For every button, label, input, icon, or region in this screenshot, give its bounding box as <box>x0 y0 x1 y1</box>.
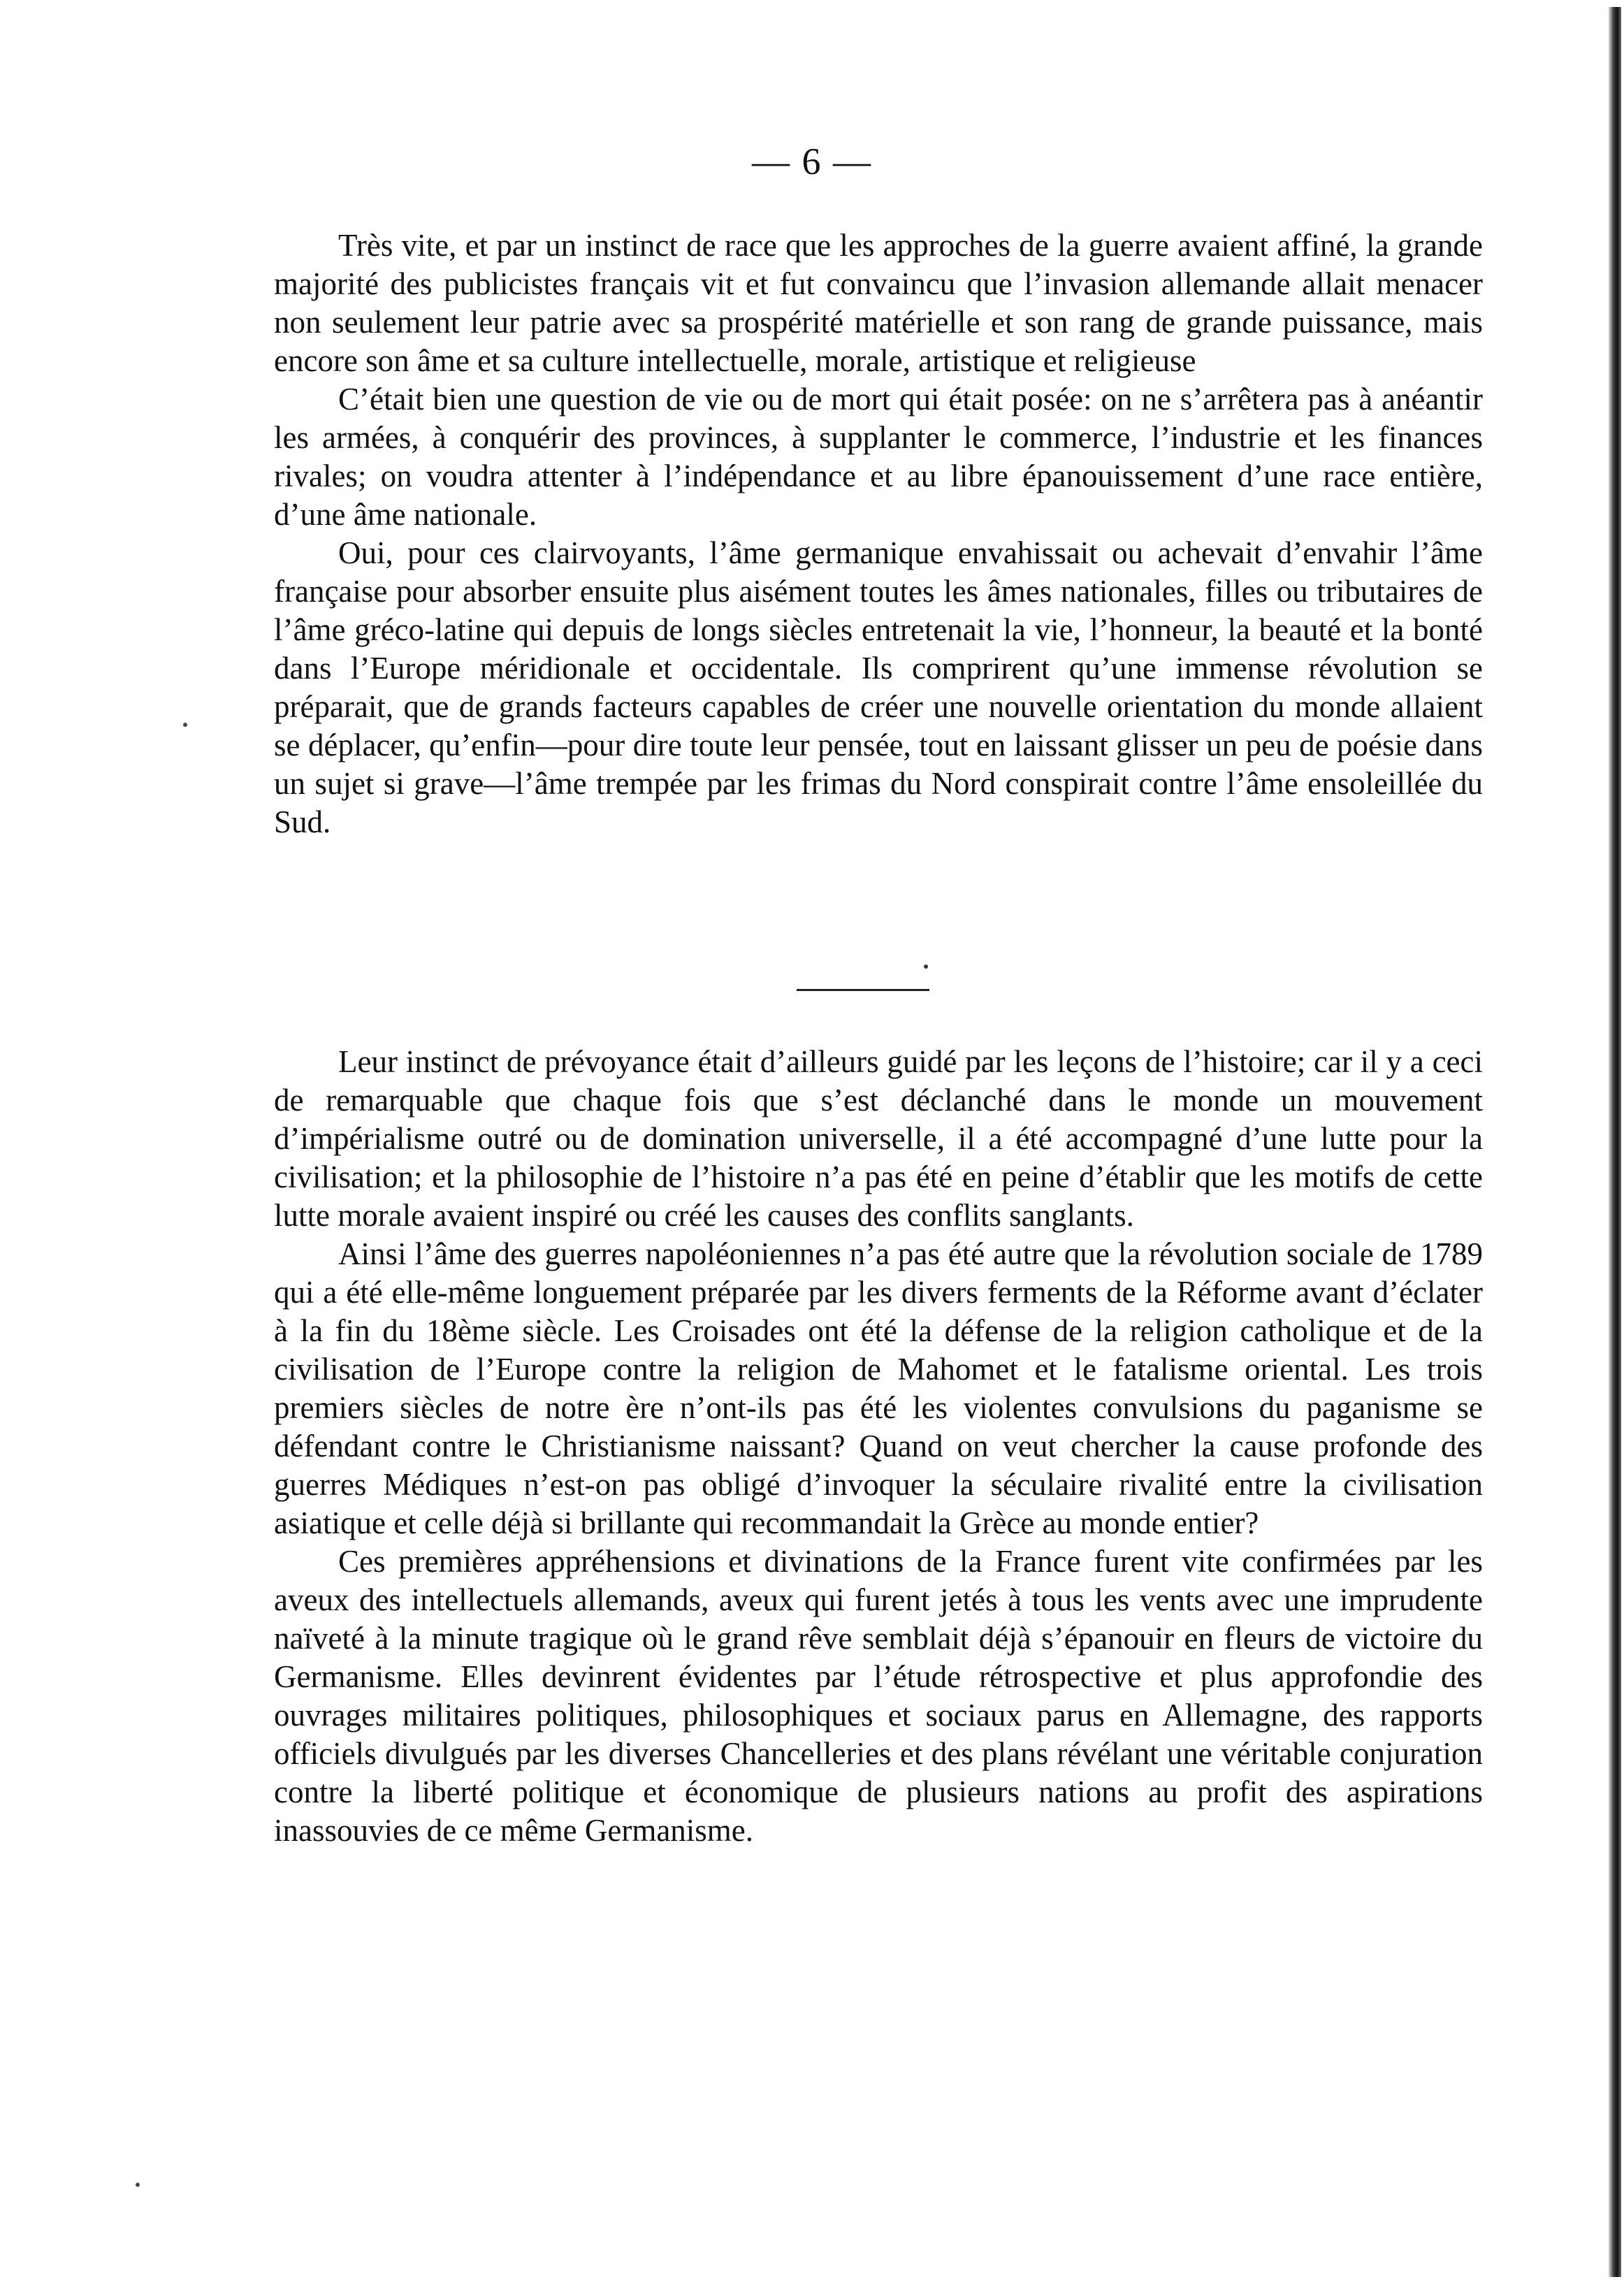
paragraph: Ainsi l’âme des guerres napoléoniennes n’a pas été autre que la révolution sociale de 1789 qui a été elle-même longuement préparée par les divers ferments de la Réforme avant d’éclater à la fin du 18ème siècle. Les Croisades ont été la défense de la religion catholique et de la civilisation de l’Europe contre la religion de Mahomet et le fatalisme oriental. Les trois premiers siècles de notre ère n’ont-ils pas été les violentes convulsions du paganisme se défendant contre le Christianisme naissant? Quand on veut chercher la cause profonde des guerres Médiques n’est-on pas obligé d’invoquer la séculaire rivalité entre la civilisation asiatique et celle déjà si brillante qui recommandait la Grèce au monde entier? <box>274 1236 1483 1540</box>
margin-speck <box>136 2183 140 2187</box>
paragraph: Oui, pour ces clairvoyants, l’âme germanique envahissait ou achevait d’envahir l’âme française pour absorber ensuite plus aisément toutes les âmes nationales, filles ou tributaires de l’âme gréco-latine qui depuis de longs siècles entretenait la vie, l’honneur, la beauté et la bonté dans l’Europe méridionale et occidentale. Ils comprirent qu’une immense révolution se préparait, que de grands facteurs capables de créer une nouvelle orientation du monde allaient se déplacer, qu’enfin—pour dire toute leur pensée, tout en laissant glisser un peu de poésie dans un sujet si grave—l’âme trempée par les frimas du Nord conspirait contre l’âme ensoleillée du Sud. <box>274 535 1483 839</box>
paragraph: Très vite, et par un instinct de race que les approches de la guerre avaient affiné, la grande majorité des publicistes français vit et fut convaincu que l’invasion allemande allait menacer non seulement leur patrie avec sa prospérité matérielle et son rang de grande puissance, mais encore son âme et sa culture intellectuelle, morale, artistique et religieuse <box>274 228 1483 378</box>
section-separator <box>797 989 929 991</box>
separator-dot <box>924 964 928 969</box>
margin-speck <box>183 723 187 727</box>
page-number: — 6 — <box>752 140 872 182</box>
page-edge-shadow <box>1609 7 1621 2277</box>
paragraph: C’était bien une question de vie ou de mort qui était posée: on ne s’arrêtera pas à anéantir les armées, à conquérir des provinces, à supplanter le commerce, l’industrie et les finances rivales; on voudra attenter à l’indépendance et au libre épanouissement d’une race entière, d’une âme nationale. <box>274 382 1483 532</box>
section-1 <box>274 226 1483 841</box>
paragraph: Leur instinct de prévoyance était d’ailleurs guidé par les leçons de l’histoire; car il y a ceci de remarquable que chaque fois que s’est déclanché dans le monde un mouvement d’impérialisme outré ou de domination universelle, il a été accompagné d’une lutte pour la civilisation; et la philosophie de l’histoire n’a pas été en peine d’établir que les motifs de cette lutte morale avaient inspiré ou créé les causes des conflits sanglants. <box>274 1044 1483 1233</box>
section-2 <box>274 1043 1483 1850</box>
paragraph: Ces premières appréhensions et divinations de la France furent vite confirmées par les aveux des intellectuels allemands, aveux qui furent jetés à tous les vents avec une imprudente naïveté à la minute tragique où le grand rêve semblait déjà s’épanouir en fleurs de victoire du Germanisme. Elles devinrent évidentes par l’étude rétrospective et plus approfondie des ouvrages militaires politiques, philosophiques et sociaux parus en Allemagne, des rapports officiels divulgués par les diverses Chancelleries et des plans révélant une véritable conjuration contre la liberté politique et économique de plusieurs nations au profit des aspirations inassouvies de ce même Germanisme. <box>274 1544 1483 1848</box>
